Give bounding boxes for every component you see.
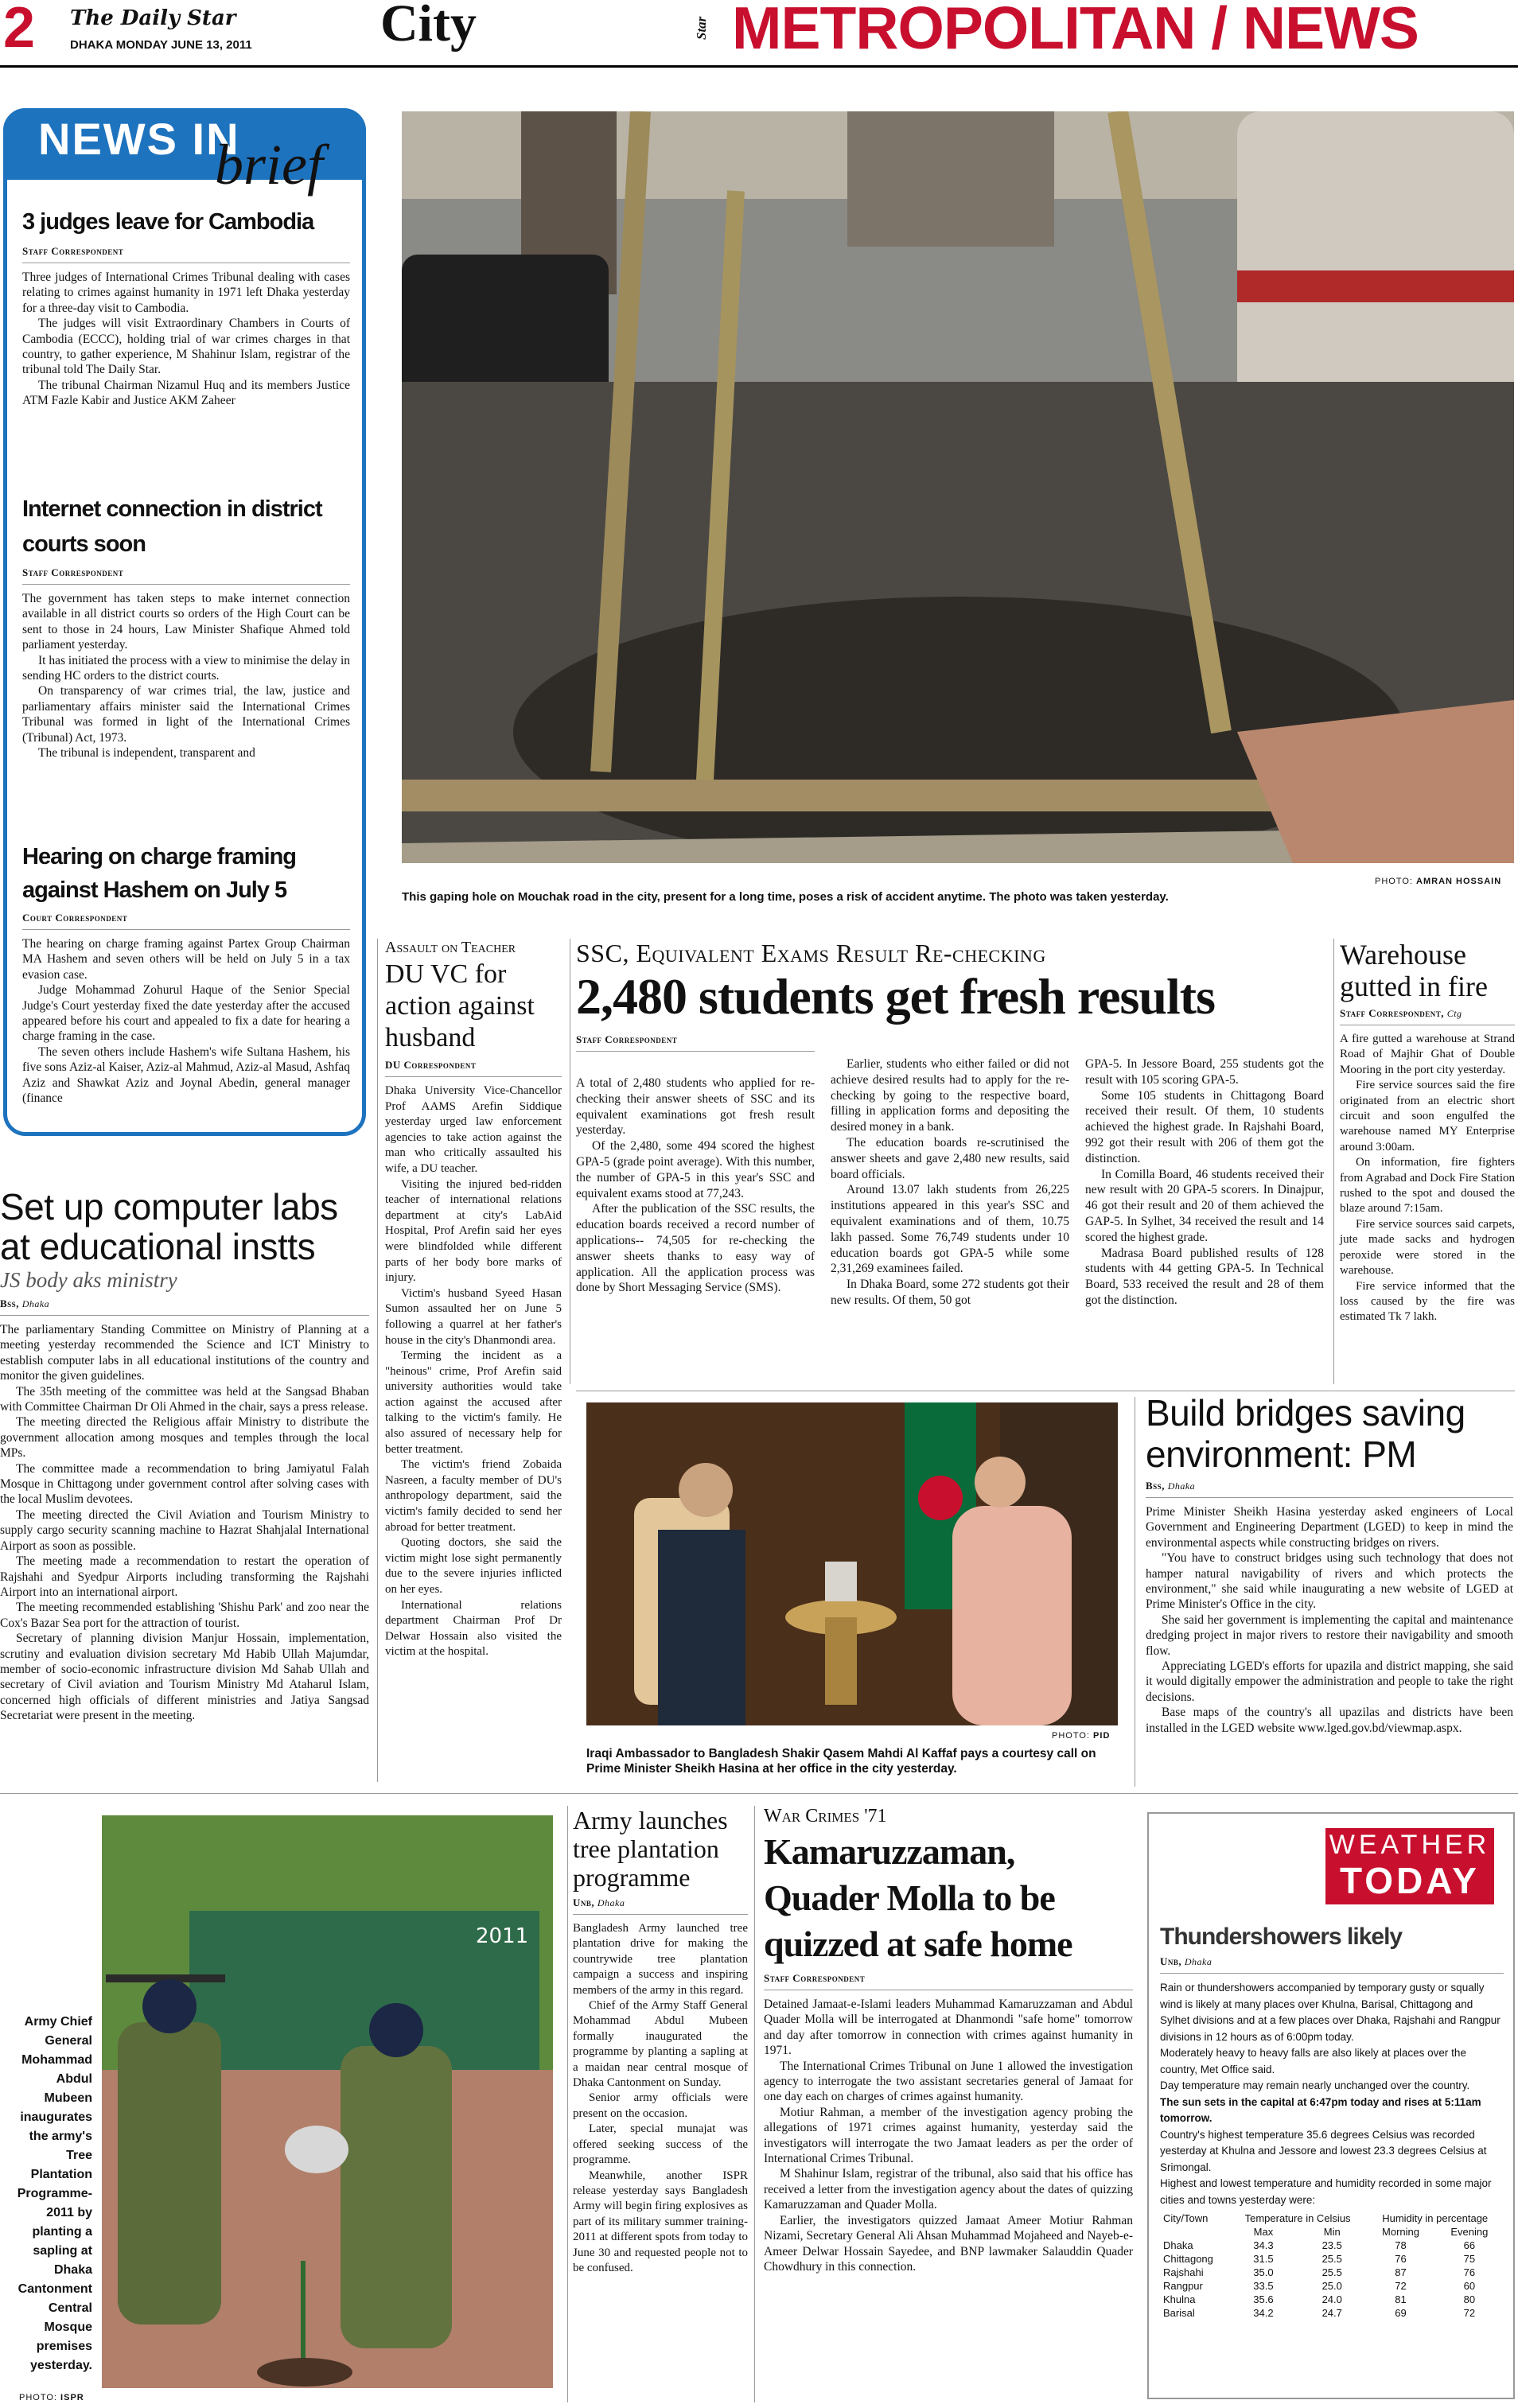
paragraph: Fire service informed that the loss caused by the fire was estimated Tk 7 lakh. [1340, 1279, 1515, 1324]
weather-paragraph: Highest and lowest temperature and humidity recorded in some major cities and towns yesterday were: [1160, 2177, 1492, 2206]
col-temperature: Temperature in Celsius [1244, 2212, 1351, 2224]
section-title: METROPOLITAN / NEWS [732, 0, 1419, 61]
weather-badge-bottom: TODAY [1340, 1860, 1480, 1901]
dateline: DHAKA MONDAY JUNE 13, 2011 [70, 38, 252, 52]
brief-headline: Internet connection in district courts soon [22, 496, 322, 557]
paragraph: Secretary of planning division Manjur Hossain, implementation, scrutiny and evaluation division secretary Md Habib Ullah Majumdar, member of socio-economic infrastructure division Md Sahab Ullah and secretary of Civil aviation and Tourism Ministry Md Ataharul Islam, concerned high officials of different ministries and Jatiya Sangsad Secretariat were present in the meeting. [0, 1632, 369, 1723]
article-byline: DU Correspondent [385, 1059, 477, 1071]
section-rule [0, 1793, 1518, 1794]
article-kicker: Assault on Teacher [385, 939, 516, 956]
paragraph: Detained Jamaat-e-Islami leaders Muhammad Kamaruzzaman and Abdul Quader Molla will be interrogated at Dhanmondi "safe home" tomorrow and day after tomorrow in connection with crimes against humanity in 1971. [764, 1998, 1133, 2058]
paragraph: GPA-5. In Jessore Board, 255 students got the result with 105 scoring GPA-5. [1085, 1057, 1324, 1087]
paragraph: It has initiated the process with a view to minimise the delay in sending HC orders to the district courts. [22, 653, 350, 683]
article-headline: Army launches tree plantation programme [573, 1806, 728, 1892]
article-byline: Bss, Dhaka [1146, 1480, 1196, 1492]
paragraph: "You have to construct bridges using such technology that does not hamper natural navigability of rivers and which protects the environment," she said while inaugurating a new website of LGED at Prime Minister's Office in the city. [1146, 1551, 1513, 1612]
byline-name: Unb [1160, 1955, 1179, 1967]
paragraph: Prime Minister Sheikh Hasina yesterday asked engineers of Local Government and Engineering Department (LGED) to keep in mind the environmental aspects while constructing bridges on rivers. [1146, 1505, 1513, 1550]
header-rule [0, 65, 1518, 68]
army-photo-credit [19, 2393, 84, 2402]
paragraph: The tribunal is independent, transparent and [38, 746, 255, 761]
weather-table [1160, 2212, 1504, 2320]
byline-place: Dhaka [21, 1298, 50, 1309]
city-cell: Khulna [1163, 2293, 1196, 2305]
article-byline: Bss, Dhaka [0, 1297, 50, 1309]
brief-item-3 [22, 840, 350, 1106]
max-cell: 35.0 [1253, 2266, 1274, 2278]
paragraph: Chief of the Army Staff General Mohammad Abdul Mubeen formally inaugurated the programme by planting a sapling at a maidan near central mosque of Dhaka Cantonment on Sunday. [573, 1999, 748, 2090]
column-divider [1333, 939, 1334, 1384]
byline-place: Ctg [1446, 1008, 1462, 1019]
iraq-photo-caption: Iraqi Ambassador to Bangladesh Shakir Qasem Mahdi Al Kaffaf pays a courtesy call on Prime Minister Sheikh Hasina at her office in the city yesterday. [586, 1747, 1096, 1776]
morning-cell: 72 [1395, 2280, 1407, 2292]
ssc-column-2 [831, 1056, 1069, 1309]
paragraph: International relations department Chairman Prof Dr Delwar Hossain also visited the victim at the hospital. [385, 1598, 562, 1659]
paragraph: Judge Mohammad Zohurul Haque of the Senior Special Judge's Court yesterday fixed the date yesterday after the accused appeared before his court and appealed to fix a date for hearing a charge framing in the case. [22, 983, 350, 1044]
article-headline: Set up computer labs at educational instts [0, 1186, 338, 1267]
max-cell: 33.5 [1253, 2280, 1274, 2292]
du-vc-article [385, 939, 562, 1660]
col-max: Max [1253, 2226, 1274, 2238]
table-row [1160, 2239, 1504, 2252]
min-cell: 25.5 [1321, 2253, 1342, 2265]
credit-label: PHOTO: [1052, 1731, 1090, 1741]
min-cell: 25.5 [1321, 2266, 1342, 2278]
paragraph: The meeting recommended establishing 'Shishu Park' and zoo near the Cox's Bazar Sea port for the attraction of tourist. [0, 1601, 369, 1630]
paragraph: Quoting doctors, she said the victim might lose sight permanently due to the severe injuries inflicted on her eyes. [385, 1536, 562, 1596]
credit-label: PHOTO: [1375, 877, 1413, 886]
brief-byline: Court Correspondent [22, 912, 128, 924]
paragraph: In Comilla Board, 46 students received their new result with 20 GPA-5 scorers. In Dinajpur, 46 got their result and 20 of them achieved the GAP-5. In Sylhet, 34 received the result and 14 scored the highest grade. [1085, 1167, 1324, 1244]
ssc-article [576, 939, 1327, 1307]
article-kicker: War Crimes '71 [764, 1806, 887, 1826]
courtesy-call-illustration [586, 1402, 1118, 1725]
paragraph: Three judges of International Crimes Tribunal dealing with cases relating to crimes against humanity in 1971 left Dhaka yesterday for a three-day visit to Cambodia. [22, 270, 350, 315]
paragraph: Motiur Rahman, a member of the investigation agency probing the allegations of 1971 crimes against humanity, yesterday said the investigators will interrogate the two Jamaat leaders as per the order of International Crimes Tribunal. [764, 2105, 1133, 2166]
paragraph: Earlier, students who either failed or did not achieve desired results had to apply for the re-checking by going to the respective board, filling in application forms and depositing the desired money in a bank. [831, 1057, 1069, 1134]
paragraph: Dhaka University Vice-Chancellor Prof AAMS Arefin Siddique yesterday urged law enforcement agencies to take action against the man who critically assaulted his wife, a DU teacher. [385, 1084, 562, 1175]
max-cell: 34.3 [1253, 2239, 1274, 2251]
brief-item-1 [22, 208, 350, 409]
article-byline: Staff Correspondent [576, 1033, 678, 1045]
paragraph: The tribunal Chairman Nizamul Huq and its members Justice ATM Fazle Kabir and Justice AKM Zaheer [22, 378, 350, 408]
war-crimes-article [764, 1806, 1133, 2274]
mouchak-road-photo [402, 111, 1514, 863]
tree-planting-illustration [102, 1815, 553, 2388]
banner-year: 2011 [476, 1924, 529, 1948]
max-cell: 34.2 [1253, 2307, 1274, 2319]
byline-name: Bss [1146, 1480, 1162, 1492]
evening-cell: 76 [1463, 2266, 1476, 2278]
sun-times: The sun sets in the capital at 6:47pm today and rises at 5:11am tomorrow. [1160, 2095, 1481, 2124]
min-cell: 25.0 [1321, 2280, 1342, 2292]
evening-cell: 72 [1463, 2307, 1476, 2319]
masthead-logo: The Daily Star [70, 6, 236, 30]
article-byline: Staff Correspondent [764, 1972, 866, 1984]
paragraph: The parliamentary Standing Committee on Ministry of Planning at a meeting yesterday recommended the Science and ICT Ministry to establish computer labs in all educational institutions of the country and monitor the given guidelines. [0, 1323, 369, 1383]
city-cell: Dhaka [1163, 2239, 1193, 2251]
paragraph: On transparency of war crimes trial, the law, justice and parliamentary affairs minister said the International Crimes Tribunal was formed in light of the International Crimes (Tribunal) Act, 1973. [22, 684, 350, 745]
paragraph: She said her government is implementing the capital and maintenance dredging project in major rivers to restore their navigability and smooth flow. [1146, 1612, 1513, 1658]
byline-place: Dhaka [597, 1897, 625, 1908]
paragraph: In Dhaka Board, some 272 students got their new results. Of them, 50 got [831, 1278, 1069, 1307]
brief-headline: 3 judges leave for Cambodia [22, 209, 314, 235]
weather-table-subheader [1160, 2225, 1504, 2239]
evening-cell: 75 [1463, 2253, 1476, 2265]
news-in-brief-script: brief [215, 133, 323, 196]
table-row [1160, 2293, 1504, 2306]
paragraph: Bangladesh Army launched tree plantation drive for making the countrywide tree plantation campaign a success and inspiring members of the army in this regard. [573, 1922, 748, 1997]
paragraph: The education boards re-scrutinised the answer sheets and gave 2,480 new results, said board officials. [831, 1135, 1069, 1181]
paragraph: Senior army officials were present on the occasion. [573, 2091, 748, 2120]
paragraph: Fire service sources said the fire originated from an electric short circuit and soon engulfed the warehouse named MY Enterprise around 3:00am. [1340, 1079, 1515, 1153]
col-humidity: Humidity in percentage [1382, 2212, 1489, 2224]
paragraph: Appreciating LGED's efforts for upazila and district mapping, she said it would digitally empower the administration and people to take the right decisions. [1146, 1659, 1513, 1704]
paragraph: Earlier, the investigators quizzed Jamaat Ameer Motiur Rahman Nizami, Secretary General Ali Ahsan Muhammad Mojaheed and Nayeb-e-Ameer Delwar Hossain Sayedee, and BNP lawmaker Salauddin Quader Chowdhury in this connection. [764, 2213, 1133, 2274]
warehouse-article [1340, 939, 1515, 1325]
evening-cell: 80 [1463, 2293, 1476, 2305]
paragraph: Later, special munajat was offered seeking success of the programme. [573, 2122, 748, 2167]
evening-cell: 66 [1463, 2239, 1476, 2251]
weather-badge [1325, 1828, 1494, 1904]
paragraph: A fire gutted a warehouse at Strand Road of Majhir Ghat of Double Mooring in the port city yesterday. [1340, 1033, 1515, 1076]
byline-name: Unb [573, 1896, 592, 1908]
min-cell: 24.0 [1321, 2293, 1342, 2305]
iraq-ambassador-photo [586, 1402, 1118, 1725]
paragraph: The meeting directed the Civil Aviation and Tourism Ministry to supply cargo security scanning machine to Hazrat Shahjalal International Airport as soon as possible. [0, 1507, 369, 1553]
table-row [1160, 2306, 1504, 2320]
brief-byline: Staff Correspondent [22, 566, 124, 578]
credit-label: PHOTO: [19, 2393, 57, 2402]
column-divider [567, 1806, 568, 2402]
army-plantation-article [573, 1806, 748, 2276]
paragraph: The seven others include Hashem's wife Sultana Hashem, his five sons Aziz-al Kaiser, Aziz-al Mahmud, Aziz-al Masud, Ashfaq Aziz and Shawkat Aziz and Joynal Abedin, general manager (finance [22, 1045, 350, 1106]
morning-cell: 76 [1395, 2253, 1407, 2265]
brief-item-2 [22, 492, 350, 761]
city-cell: Rajshahi [1163, 2266, 1204, 2278]
brief-byline: Staff Correspondent [22, 245, 124, 257]
paragraph: Of the 2,480, some 494 scored the highest GPA-5 (grade point average). With this number, the number of GPA-5 in this year's SSC and equivalent exams stood at 77,243. [576, 1139, 815, 1200]
star-mini-logo: Star [694, 16, 709, 40]
weather-headline: Thundershowers likely [1160, 1924, 1403, 1950]
article-byline: Unb, Dhaka [573, 1896, 625, 1908]
paragraph: Base maps of the country's all upazilas and districts have been installed in the LGED website www.lged.gov.bd/viewmap.aspx. [1146, 1706, 1513, 1735]
weather-badge-top: WEATHER [1329, 1830, 1491, 1860]
article-headline: 2,480 students get fresh results [576, 968, 1215, 1025]
weather-table-header [1160, 2212, 1504, 2225]
ssc-column-3 [1085, 1056, 1324, 1309]
byline-name: Bss [0, 1297, 17, 1309]
table-row [1160, 2252, 1504, 2266]
paragraph: On information, fire fighters from Agrabad and Dock Fire Station rushed to the spot and doused the blaze around 7:15am. [1340, 1156, 1515, 1216]
paragraph: Visiting the injured bed-ridden teacher of international relations department at city's LabAid Hospital, Prof Arefin said her eyes were blindfolded while different parts of her body bore marks of injury. [385, 1177, 562, 1285]
credit-name: AMRAN HOSSAIN [1416, 877, 1502, 886]
paragraph: After the publication of the SSC results, the education boards received a record number of applications-- 74,505 for re-checking the answer sheets thanks to easy way of application. All the application process was done by Short Messaging Service (SMS). [576, 1202, 815, 1295]
col-city: City/Town [1163, 2212, 1209, 2224]
morning-cell: 81 [1395, 2293, 1407, 2305]
column-divider [377, 939, 378, 1782]
morning-cell: 69 [1395, 2307, 1407, 2319]
article-subhead: JS body aks ministry [0, 1268, 177, 1292]
ssc-column-1 [576, 1076, 815, 1296]
weather-paragraph: Day temperature may remain nearly unchanged over the country. [1160, 2079, 1470, 2091]
article-headline: Kamaruzzaman, Quader Molla to be quizzed at safe home [764, 1831, 1072, 1964]
byline-name: Staff Correspondent [1340, 1007, 1442, 1019]
col-evening: Evening [1450, 2226, 1489, 2238]
credit-name: ISPR [60, 2393, 84, 2402]
article-headline: DU VC for action against husband [385, 959, 535, 1052]
table-row [1160, 2266, 1504, 2279]
paragraph: The meeting made a recommendation to restart the operation of Rajshahi and Syedpur Airports including transforming the Rajshahi Airport into an international airport. [0, 1554, 369, 1599]
paragraph: The meeting directed the Religious affair Ministry to distribute the government allocation among mosques and temples through the local MPs. [0, 1415, 369, 1461]
bridges-article [1146, 1392, 1513, 1736]
top-photo-caption: This gaping hole on Mouchak road in the city, present for a long time, poses a risk of accident anytime. The photo was taken yesterday. [402, 890, 1169, 904]
iraq-photo-credit [1052, 1731, 1110, 1741]
section-label-city: City [380, 0, 477, 53]
byline-place: Dhaka [1167, 1480, 1196, 1492]
weather-paragraph: Rain or thundershowers accompanied by temporary gusty or squally wind is likely at many places over Khulna, Barisal, Chittagong and Sylhet divisions and at a few places over Dhaka, Rajshahi and Rangpur divisions in 12 hours as of 6:00pm today. [1160, 1982, 1500, 2043]
min-cell: 24.7 [1321, 2307, 1342, 2319]
min-cell: 23.5 [1321, 2239, 1342, 2251]
road-hole-illustration [402, 111, 1514, 863]
city-cell: Chittagong [1163, 2253, 1213, 2265]
news-in-brief-title: NEWS IN [38, 114, 240, 164]
paragraph: The 35th meeting of the committee was held at the Sangsad Bhaban with Committee Chairman Dr Oli Ahmed in the chair, says a press release. [0, 1384, 369, 1414]
article-byline: Staff Correspondent, Ctg [1340, 1007, 1462, 1019]
paragraph: Around 13.07 lakh students from 26,225 institutions appeared in this year's SSC and equivalent examinations and of them, 10.75 lakh passed. Some 76,749 students under 10 education boards got GPA-5 while some 2,31,269 examinees failed. [831, 1183, 1069, 1276]
top-photo-credit [1375, 877, 1501, 886]
paragraph: M Shahinur Islam, registrar of the tribunal, also said that his office has received a letter from the investigation agency about the dates of quizzing Kamaruzzaman and Quader Molla. [764, 2167, 1133, 2212]
army-tree-planting-photo [102, 1815, 553, 2388]
paragraph: The victim's friend Zobaida Nasreen, a faculty member of DU's anthropology department, said the victim's family decided to send her abroad for better treatment. [385, 1458, 562, 1534]
weather-paragraph: Country's highest temperature 35.6 degrees Celsius was recorded yesterday at Khulna and Jessore and lowest 23.3 degrees Celsius at Srimongal. [1160, 2128, 1487, 2173]
article-kicker: SSC, Equivalent Exams Result Re-checking [576, 939, 1046, 967]
paragraph: The hearing on charge framing against Partex Group Chairman MA Hashem and seven others will be held on July 5 in a tax evasion case. [22, 937, 350, 982]
col-min: Min [1323, 2226, 1341, 2238]
paragraph: Some 105 students in Chittagong Board received their result. Of them, 10 students achieved the highest grade. In Rajshahi Board, 992 got their result with 206 of them got the distinction. [1085, 1088, 1324, 1165]
paragraph: The judges will visit Extraordinary Chambers in Courts of Cambodia (ECCC), holding trial of war crimes charges in that country, to gather experience, M Shahinur Islam, registrar of the tribunal told The Daily Star. [22, 317, 350, 377]
column-divider [754, 1806, 755, 2402]
paragraph: Fire service sources said carpets, jute made sacks and hydrogen peroxide were stored in the warehouse. [1340, 1217, 1515, 1278]
paragraph: The committee made a recommendation to bring Jamiyatul Falah Mosque in Chittagong under government control after solving cases with the local Muslim devotees. [0, 1461, 369, 1507]
weather-content [1160, 1924, 1504, 2320]
paragraph: Madrasa Board published results of 128 students with 44 getting GPA-5. In Technical Board, 533 received the result and 28 of them got the distinction. [1085, 1246, 1324, 1307]
morning-cell: 87 [1395, 2266, 1407, 2278]
paragraph: Terming the incident as a "heinous" crime, Prof Arefin said university authorities would take action against the accused after talking to the victim's family. He also assured of necessary help for better treatment. [385, 1349, 562, 1456]
table-row [1160, 2279, 1504, 2293]
computer-labs-article [0, 1187, 369, 1724]
article-byline: Unb, Dhaka [1160, 1955, 1212, 1967]
max-cell: 35.6 [1253, 2293, 1274, 2305]
article-headline: Warehouse gutted in fire [1340, 939, 1488, 1002]
paragraph: The government has taken steps to make internet connection available in all district courts so orders of the High Court can be sent to those in 24 hours, Law Minister Shafique Ahmed told parliament yesterday. [22, 592, 350, 652]
army-photo-caption: Army Chief General Mohammad Abdul Mubeen inaugurates the army's Tree Plantation Programme-2011 by planting a sapling at Dhaka Cantonment Central Mosque premises yesterday. [17, 2015, 92, 2372]
credit-name: PID [1093, 1731, 1111, 1741]
article-headline: Build bridges saving environment: PM [1146, 1392, 1465, 1475]
paragraph: The International Crimes Tribunal on June 1 allowed the investigation agency to interrogate the two assistant secretaries general of Jamaat for one day each on charges of crimes against humanity. [764, 2059, 1133, 2104]
max-cell: 31.5 [1253, 2253, 1274, 2265]
brief-headline: Hearing on charge framing against Hashem on July 5 [22, 844, 297, 903]
byline-place: Dhaka [1184, 1956, 1212, 1967]
city-cell: Barisal [1163, 2307, 1195, 2319]
morning-cell: 78 [1395, 2239, 1407, 2251]
col-morning: Morning [1382, 2226, 1419, 2238]
paragraph: Meanwhile, another ISPR release yesterday says Bangladesh Army will begin firing explosives as part of its military summer training-2011 at different spots from today to June 30 and requested people not to be confused. [573, 2169, 748, 2274]
city-cell: Rangpur [1163, 2280, 1203, 2292]
weather-paragraph: Moderately heavy to heavy falls are also likely at places over the country, Met Office said. [1160, 2047, 1466, 2075]
paragraph: A total of 2,480 students who applied for re-checking their answer sheets of SSC and its equivalent examinations got fresh result yesterday. [576, 1076, 815, 1138]
evening-cell: 60 [1463, 2280, 1476, 2292]
page-number: 2 [3, 0, 36, 60]
paragraph: Victim's husband Syeed Hasan Sumon assaulted her on June 5 following a quarrel at her father's house in the city's Dhanmondi area. [385, 1286, 562, 1347]
